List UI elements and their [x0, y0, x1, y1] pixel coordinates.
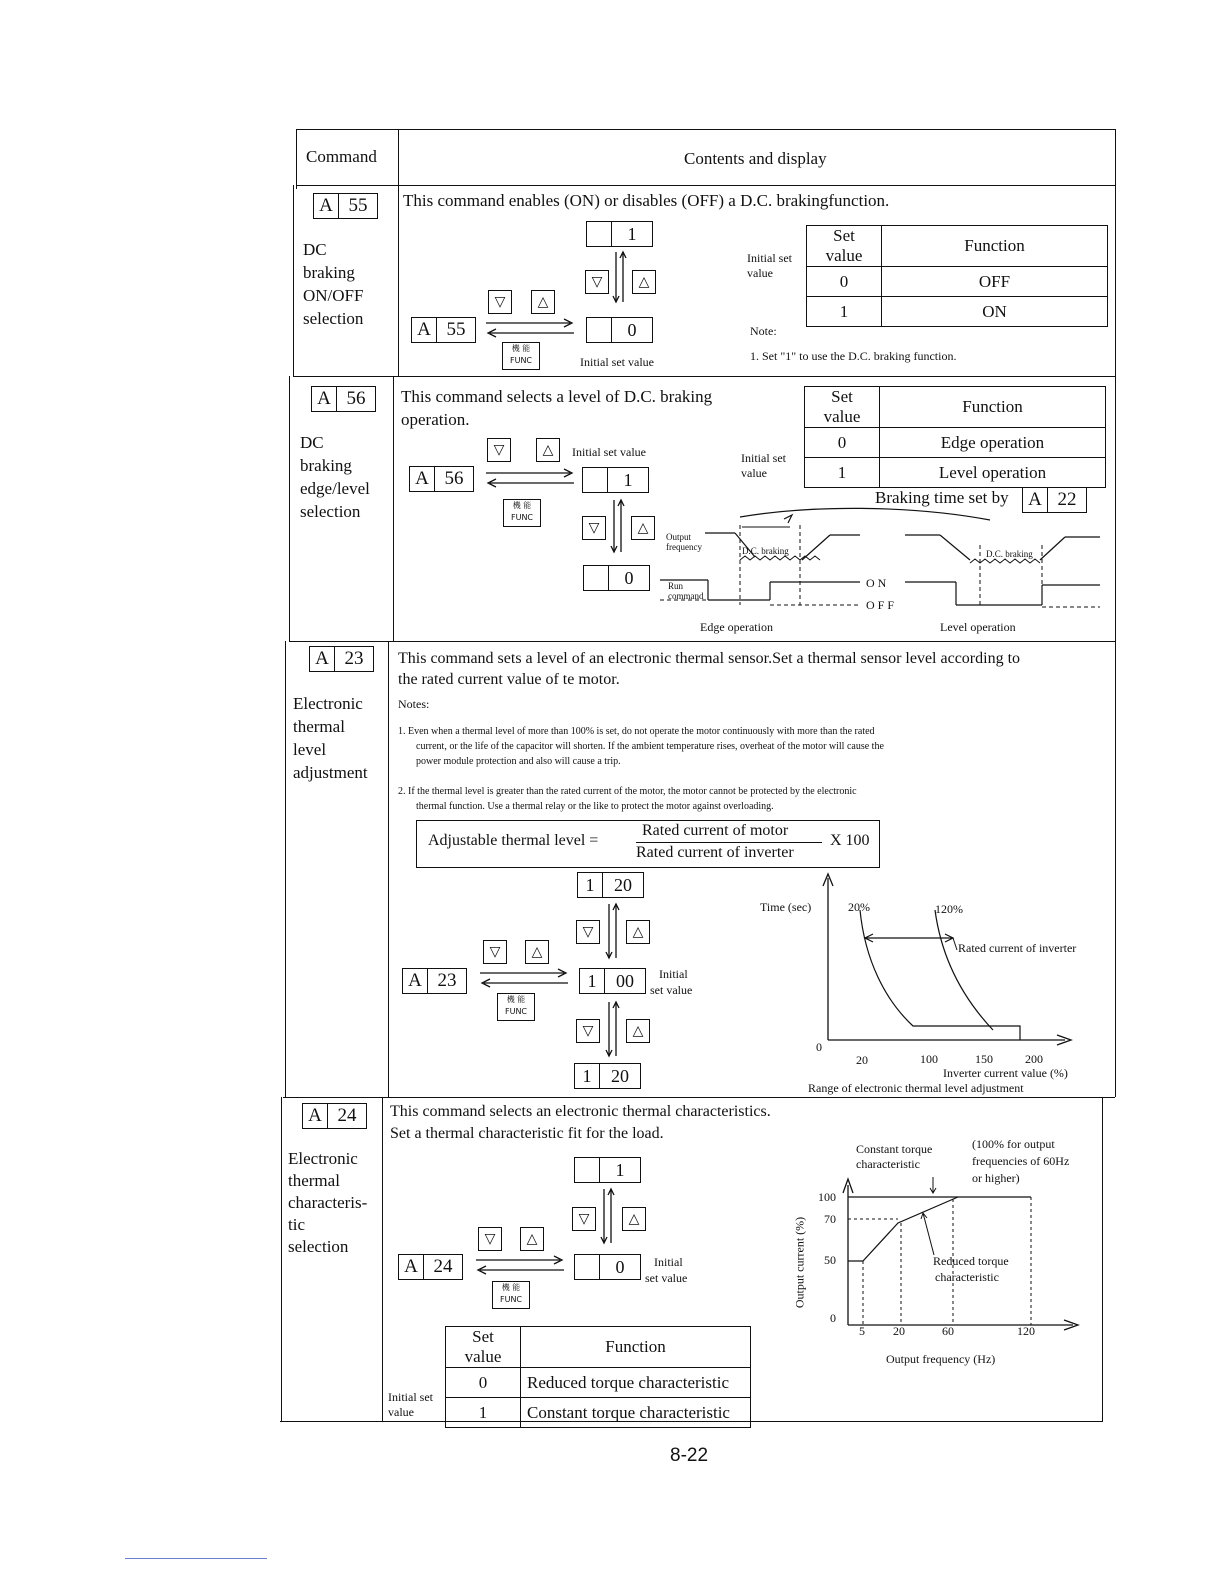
down-key-icon: ▽ [572, 1207, 596, 1231]
display-top-a55: 1 [586, 221, 653, 247]
command-label-a23: Electronic thermal level adjustment [293, 694, 368, 782]
description-a55: This command enables (ON) or disables (OFF) a D.C. brakingfunction. [403, 191, 890, 210]
initial-set-value-a24: Initial set value [645, 1255, 688, 1285]
description-a56: This command selects a level of D.C. braking operation. [401, 387, 713, 429]
display-bottom-a55: 0 [586, 317, 653, 343]
note-a55: 1. Set "1" to use the D.C. braking function. [750, 349, 957, 363]
up-key-icon: △ [632, 270, 656, 294]
notes-label-a23: Notes: [398, 697, 430, 711]
off-label: O F F [866, 598, 895, 612]
initial-set-value-a23: Initial set value [650, 967, 693, 997]
down-key-icon: ▽ [483, 940, 507, 964]
initial-set-value-a56: Initial set value [572, 445, 646, 459]
initial-set-label: Initial set value [388, 1390, 433, 1419]
braking-time-code-a22: A 22 [1022, 487, 1087, 513]
exchange-arrows-icon [484, 466, 576, 490]
row2-bottom [289, 641, 1115, 642]
dc-braking-label-level: D.C. braking [986, 549, 1033, 559]
display-top-a56: 1 [582, 467, 649, 493]
frame-divider-4 [382, 1097, 383, 1422]
x-tick-20-hz: 20 [893, 1324, 905, 1338]
down-key-icon: ▽ [488, 290, 512, 314]
row3-bottom [283, 1097, 1115, 1098]
header-contents: Contents and display [684, 149, 827, 168]
command-code-a55: A 55 [313, 193, 378, 219]
time-sec-label: Time (sec) [760, 900, 812, 914]
initial-set-value-a55: Initial set value [580, 355, 654, 369]
x-tick-20: 20 [856, 1053, 868, 1067]
thermal-level-graph [815, 870, 1085, 1060]
x-tick-200: 200 [1025, 1052, 1043, 1066]
description-a24: This command selects an electronic thermal characteristics. Set a thermal characteristic fit for the load. [390, 1103, 771, 1142]
command-code-a23-operation: A 23 [402, 968, 467, 994]
up-key-icon: △ [631, 516, 655, 540]
y-tick-50: 50 [824, 1253, 836, 1267]
exchange-arrows-icon [478, 966, 570, 990]
note-100-label: (100% for output frequencies of 60Hz or higher) [972, 1137, 1070, 1185]
row1-bottom [293, 376, 1116, 377]
run-command-label: Run command [668, 581, 704, 601]
formula-numerator: Rated current of motor [642, 822, 789, 839]
inverter-current-label: Inverter current value (%) [943, 1066, 1068, 1080]
up-key-icon: △ [520, 1227, 544, 1251]
formula-multiplier: X 100 [830, 832, 870, 849]
func-key-icon: 機 能 FUNC [503, 499, 541, 527]
edge-operation-caption: Edge operation [700, 620, 773, 634]
exchange-arrows-icon [484, 316, 576, 340]
display-top-a24: 1 [574, 1157, 641, 1183]
frame-divider [398, 129, 399, 377]
initial-set-label: Initial set value [741, 451, 786, 480]
x-tick-60-hz: 60 [942, 1324, 954, 1338]
exchange-arrows-icon [474, 1253, 566, 1277]
dc-braking-label-edge: D.C. braking [742, 546, 789, 556]
frame-right-2 [1102, 1097, 1103, 1422]
updown-arrows-icon [610, 248, 630, 306]
x-tick-120-hz: 120 [1017, 1324, 1035, 1338]
command-label-a56: DC braking edge/level selection [300, 433, 370, 521]
output-frequency-x-label: Output frequency (Hz) [886, 1352, 996, 1366]
braking-time-label: Braking time set by [875, 488, 1009, 507]
updown-arrows-icon [598, 1185, 618, 1247]
x-tick-100: 100 [920, 1052, 938, 1066]
up-key-icon: △ [525, 940, 549, 964]
output-current-y-label: Output current (%) [792, 1216, 807, 1309]
updown-arrows-icon [603, 900, 623, 962]
updown-arrows-icon [608, 496, 628, 556]
graph-zero: 0 [816, 1040, 822, 1054]
header-bottom [296, 185, 1116, 186]
command-code-a24-operation: A 24 [398, 1254, 463, 1280]
frame-left-2 [293, 185, 294, 377]
description-a23: This command sets a level of an electronic thermal sensor.Set a thermal sensor level according to the rated current value of te motor. [398, 650, 1021, 688]
display-bottom-a24: 0 [574, 1254, 641, 1280]
up-key-icon: △ [626, 1019, 650, 1043]
down-key-icon: ▽ [487, 438, 511, 462]
up-key-icon: △ [622, 1207, 646, 1231]
x-tick-150: 150 [975, 1052, 993, 1066]
command-code-a56-operation: A 56 [409, 466, 474, 492]
frame-left-4 [285, 641, 286, 1098]
constant-torque-label: Constant torque characteristic [856, 1142, 933, 1171]
frame-left [296, 129, 297, 189]
y-tick-70: 70 [824, 1212, 836, 1226]
note1-a23: 1. Even when a thermal level of more than 100% is set, do not operate the motor continuously with more than the rated current, or the life of the capacitor will shorten. If the ambient temperature rises, overheat of the motor will cause the power module protection and also will cause a trip. [398, 726, 884, 767]
down-key-icon: ▽ [478, 1227, 502, 1251]
updown-arrows-icon [603, 998, 623, 1060]
y-tick-0: 0 [830, 1311, 836, 1325]
note2-a23: 2. If the thermal level is greater than the rated current of the motor, the motor cannot be protected by the electronic thermal function. Use a thermal relay or the like to protect the motor against overloading. [398, 786, 857, 812]
reduced-torque-label: Reduced torque characteristic [933, 1254, 1009, 1284]
set-value-table-a56: Set value Function 0 Edge operation 1 Level operation [804, 386, 1106, 488]
command-code-a55-operation: A 55 [411, 317, 476, 343]
up-key-icon: △ [536, 438, 560, 462]
command-code-a56: A 56 [311, 386, 376, 412]
up-key-icon: △ [531, 290, 555, 314]
level-operation-caption: Level operation [940, 620, 1016, 634]
display-bottom-a23: 1 20 [574, 1063, 641, 1089]
rated-current-label: Rated current of inverter [958, 941, 1077, 955]
down-key-icon: ▽ [585, 270, 609, 294]
frame-left-5 [281, 1097, 282, 1422]
x-tick-5: 5 [859, 1324, 865, 1338]
frame-divider-2 [393, 376, 394, 642]
func-key-icon: 機 能 FUNC [502, 342, 540, 370]
frame-divider-3 [388, 641, 389, 1098]
formula-left: Adjustable thermal level = [428, 832, 599, 849]
note-label-a55: Note: [750, 324, 777, 338]
range-label: Range of electronic thermal level adjustment [808, 1081, 1024, 1095]
command-code-a23: A 23 [309, 646, 374, 672]
frame-left-3 [289, 376, 290, 642]
pct20-label: 20% [848, 900, 870, 914]
formula-fraction-bar [636, 842, 822, 843]
down-key-icon: ▽ [576, 1019, 600, 1043]
set-value-table-a24: Set value Function 0 Reduced torque characteristic 1 Constant torque characteristic [445, 1326, 751, 1428]
page-number: 8-22 [670, 1445, 709, 1466]
frame-top [296, 129, 1116, 130]
command-code-a24: A 24 [302, 1103, 367, 1129]
down-key-icon: ▽ [582, 516, 606, 540]
output-frequency-label: Output frequency [666, 532, 702, 552]
pct120-label: 120% [935, 902, 963, 916]
func-key-icon: 機 能 FUNC [492, 1281, 530, 1309]
initial-set-label: Initial set value [747, 251, 792, 280]
frame-right [1115, 129, 1116, 1097]
command-label-a24: Electronic thermal characteris- tic selection [288, 1149, 368, 1256]
formula-denominator: Rated current of inverter [636, 844, 794, 861]
y-tick-100: 100 [818, 1190, 836, 1204]
down-key-icon: ▽ [576, 920, 600, 944]
up-key-icon: △ [626, 920, 650, 944]
on-label: O N [866, 576, 887, 590]
set-value-table-a55: Set value Function 0 OFF 1 ON [806, 225, 1108, 327]
footer-rule [125, 1558, 267, 1559]
display-mid-a23: 1 00 [579, 968, 646, 994]
command-label-a55: DC braking ON/OFF selection [303, 240, 364, 328]
header-command: Command [306, 147, 377, 166]
func-key-icon: 機 能 FUNC [497, 993, 535, 1021]
display-top-a23: 1 20 [577, 872, 644, 898]
display-bottom-a56: 0 [583, 565, 650, 591]
